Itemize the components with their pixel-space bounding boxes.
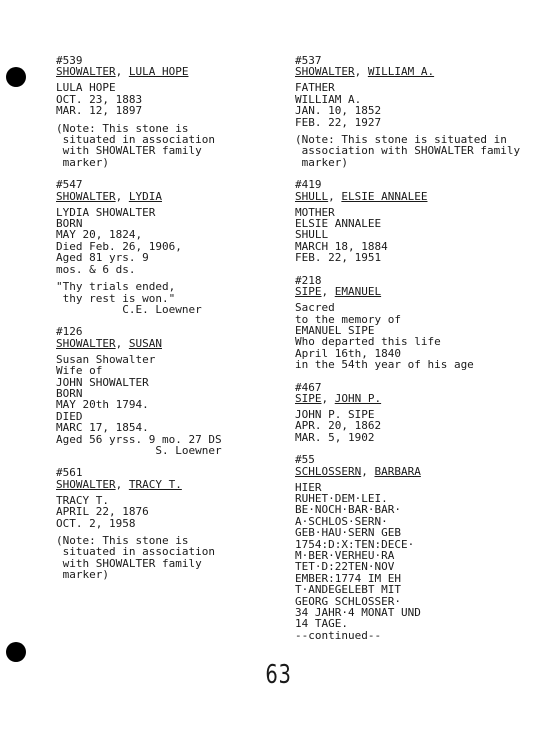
- inscription-line: MAY 20, 1824,: [56, 228, 143, 242]
- inscription-line: A·SCHLOS·SERN·: [295, 514, 388, 528]
- inscription-line: MARC 17, 1854.: [56, 421, 149, 435]
- entry-surname: SHOWALTER: [56, 336, 116, 350]
- entry-number: #467: [295, 380, 322, 394]
- entry-heading: SHOWALTER, LULA HOPE: [56, 65, 189, 79]
- inscription-line: BORN: [56, 386, 83, 400]
- entry-heading: SHOWALTER, LYDIA: [56, 189, 162, 203]
- note-line: (Note: This stone is: [56, 534, 189, 547]
- burial-entry: [56, 179, 276, 315]
- right-column: [295, 55, 545, 652]
- inscription-line: GEORG SCHLOSSER·: [295, 594, 401, 608]
- inscription-line: MOTHER: [295, 205, 335, 219]
- inscription-line: TET·D:22TEN·NOV: [295, 560, 395, 574]
- entry-given-name: EMANUEL: [334, 285, 382, 299]
- inscription-line: 1754:D:X:TEN:DECE·: [295, 537, 415, 551]
- entry-surname: SHULL: [295, 189, 329, 203]
- inscription-line: MAY 20th 1794.: [56, 398, 149, 412]
- burial-entry: [295, 275, 545, 371]
- inscription-line: S. Loewner: [56, 443, 222, 457]
- page-number: 63: [265, 660, 292, 690]
- burial-entry: [295, 179, 545, 263]
- burial-entry: [56, 326, 276, 456]
- entry-given-name: TRACY T.: [128, 477, 182, 491]
- inscription-line: MAR. 12, 1897: [56, 104, 143, 118]
- note-line: with SHOWALTER family: [56, 144, 202, 158]
- entry-surname: SHOWALTER: [56, 65, 116, 79]
- note-line: (Note: This stone is: [56, 121, 189, 135]
- inscription-line: EMBER:1774 IM EH: [295, 571, 401, 585]
- burial-entry: [295, 454, 545, 641]
- inscription-line: FATHER: [295, 81, 335, 95]
- inscription-line: APRIL 22, 1876: [56, 505, 149, 519]
- note-line: marker): [295, 155, 348, 169]
- entry-given-name: LYDIA: [128, 189, 162, 203]
- note-line: "Thy trials ended,: [56, 280, 176, 294]
- inscription-line: RUHET·DEM·LEI.: [295, 491, 388, 505]
- inscription-line: JOHN SHOWALTER: [56, 375, 149, 389]
- inscription-line: FEB. 22, 1951: [295, 251, 382, 265]
- note-line: C.E. Loewner: [56, 302, 202, 316]
- entry-surname: SIPE: [295, 285, 322, 299]
- note-line: marker): [56, 155, 109, 169]
- inscription-line: JAN. 10, 1852: [295, 104, 382, 118]
- inscription-line: EMANUEL SIPE: [295, 323, 375, 337]
- entry-heading: SHOWALTER, SUSAN: [56, 336, 162, 350]
- entry-surname: SHOWALTER: [56, 477, 116, 491]
- inscription-line: Aged 56 yrss. 9 mo. 27 DS: [56, 432, 222, 446]
- left-column: [56, 55, 276, 592]
- entry-number: #55: [295, 453, 315, 467]
- entry-number: #537: [295, 54, 322, 67]
- entry-number: #126: [56, 325, 83, 339]
- inscription-line: OCT. 2, 1958: [56, 516, 136, 530]
- inscription-line: Died Feb. 26, 1906,: [56, 239, 182, 253]
- entry-number: #561: [56, 466, 83, 480]
- inscription-line: FEB. 22, 1927: [295, 115, 382, 129]
- inscription-line: SHULL: [295, 228, 329, 242]
- inscription-line: MARCH 18, 1884: [295, 239, 388, 253]
- entry-given-name: LULA HOPE: [128, 65, 189, 79]
- inscription-line: 14 TAGE.: [295, 617, 348, 631]
- entry-given-name: ELSIE ANNALEE: [341, 189, 428, 203]
- entry-number: #218: [295, 273, 322, 287]
- burial-entry: [295, 382, 545, 444]
- burial-entry: [295, 55, 545, 168]
- inscription-line: Who departed this life: [295, 335, 441, 349]
- entry-number: #539: [56, 54, 83, 67]
- note-line: with SHOWALTER family: [56, 556, 202, 570]
- entry-heading: SIPE, EMANUEL: [295, 285, 382, 299]
- note-line: thy rest is won.": [56, 291, 176, 305]
- entry-heading: SCHLOSSERN, BARBARA: [295, 464, 421, 478]
- inscription-line: WILLIAM A.: [295, 92, 362, 106]
- inscription-line: LYDIA SHOWALTER: [56, 205, 156, 219]
- binder-hole-top: [6, 67, 26, 87]
- inscription-line: mos. & 6 ds.: [56, 262, 136, 276]
- inscription-line: Sacred: [295, 301, 335, 315]
- inscription-line: APR. 20, 1862: [295, 419, 382, 433]
- inscription-line: DIED: [56, 409, 83, 423]
- inscription-line: April 16th, 1840: [295, 346, 401, 360]
- entry-heading: SHULL, ELSIE ANNALEE: [295, 189, 428, 203]
- inscription-line: T·ANDEGELEBT MIT: [295, 583, 401, 597]
- inscription-line: MAR. 5, 1902: [295, 430, 375, 444]
- entry-surname: SHOWALTER: [56, 189, 116, 203]
- inscription-line: Wife of: [56, 364, 103, 378]
- inscription-line: BE·NOCH·BAR·BAR·: [295, 503, 401, 517]
- inscription-line: --continued--: [295, 628, 382, 642]
- entry-given-name: SUSAN: [128, 336, 162, 350]
- entry-given-name: BARBARA: [374, 464, 421, 478]
- inscription-line: in the 54th year of his age: [295, 358, 474, 372]
- inscription-line: BORN: [56, 217, 83, 231]
- inscription-line: Susan Showalter: [56, 352, 156, 366]
- inscription-line: Aged 81 yrs. 9: [56, 251, 149, 265]
- entry-given-name: WILLIAM A.: [367, 65, 435, 79]
- entry-heading: SHOWALTER, WILLIAM A.: [295, 65, 435, 79]
- note-line: (Note: This stone is situated in: [295, 133, 507, 147]
- inscription-line: GEB·HAU·SERN GEB: [295, 526, 401, 540]
- entry-number: #547: [56, 178, 83, 192]
- entry-heading: SIPE, JOHN P.: [295, 391, 382, 405]
- inscription-line: LULA HOPE: [56, 81, 116, 95]
- burial-entry: [56, 55, 276, 168]
- inscription-line: ELSIE ANNALEE: [295, 217, 382, 231]
- inscription-line: TRACY T.: [56, 493, 109, 507]
- entry-surname: SCHLOSSERN: [295, 464, 362, 478]
- note-line: association with SHOWALTER family: [295, 144, 521, 158]
- inscription-line: HIER: [295, 480, 322, 494]
- entry-surname: SIPE: [295, 391, 322, 405]
- entry-surname: SHOWALTER: [295, 65, 355, 79]
- note-line: situated in association: [56, 133, 215, 147]
- inscription-line: M·BER·VERHEU·RA: [295, 549, 395, 562]
- entry-number: #419: [295, 178, 322, 192]
- note-line: marker): [56, 568, 109, 582]
- inscription-line: 34 JAHR·4 MONAT UND: [295, 606, 421, 620]
- entry-given-name: JOHN P.: [334, 391, 382, 405]
- inscription-line: to the memory of: [295, 312, 401, 326]
- note-line: situated in association: [56, 545, 215, 559]
- inscription-line: JOHN P. SIPE: [295, 407, 375, 421]
- entry-heading: SHOWALTER, TRACY T.: [56, 477, 182, 491]
- binder-hole-bottom: [6, 642, 26, 662]
- inscription-line: OCT. 23, 1883: [56, 92, 143, 106]
- burial-entry: [56, 467, 276, 580]
